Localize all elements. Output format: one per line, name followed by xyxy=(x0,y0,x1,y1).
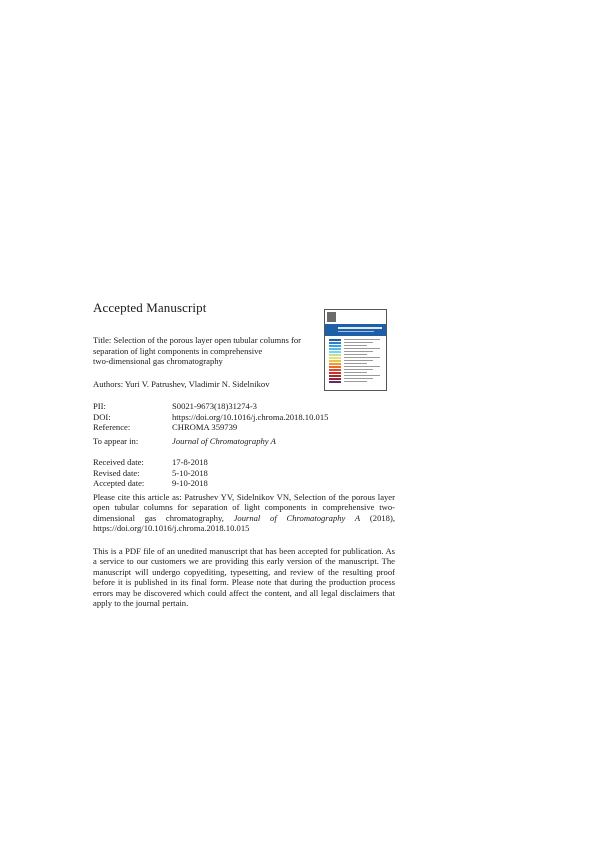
received-label: Received date: xyxy=(93,457,144,467)
cover-stripe xyxy=(329,339,341,341)
page-heading: Accepted Manuscript xyxy=(93,300,207,315)
revised-date: 5-10-2018 xyxy=(172,467,208,478)
cover-text-line xyxy=(344,357,380,358)
received-date: 17-8-2018 xyxy=(172,457,208,467)
cover-stripe xyxy=(329,342,341,344)
identifiers-block xyxy=(93,401,328,433)
cover-text-lines xyxy=(344,339,380,384)
title-line: separation of light components in comprehensive xyxy=(93,345,263,356)
title-line: Title: Selection of the porous layer open tubular columns for xyxy=(93,335,302,345)
cover-stripe xyxy=(329,381,341,383)
cover-stripe xyxy=(329,354,341,356)
cover-stripe xyxy=(329,345,341,347)
cover-text-line xyxy=(344,378,373,379)
citation-paragraph xyxy=(93,492,395,534)
cover-text-line xyxy=(344,342,373,343)
publisher-logo-icon xyxy=(327,312,336,322)
accepted-date: 9-10-2018 xyxy=(172,478,208,488)
cover-color-stripes xyxy=(329,339,341,384)
doi-link[interactable]: https://doi.org/10.1016/j.chroma.2018.10.015 xyxy=(172,411,329,422)
received-row xyxy=(93,457,208,468)
cover-text-line xyxy=(344,363,367,364)
pii-row xyxy=(93,401,328,412)
cover-text-line xyxy=(344,351,373,352)
cover-title-band xyxy=(325,324,386,336)
disclaimer-paragraph: This is a PDF file of an unedited manuscript that has been accepted for publication. As a service to our customers we are providing this early version of the manuscript. The manuscript will undergo copyediting, typesetting, and review of the resulting proof before it is published in its final form. Please note that during the production process errors may be discovered which could affect the content, and all legal disclaimers that apply to the journal pertain. xyxy=(93,546,395,609)
cover-text-line xyxy=(344,369,373,370)
doi-label: DOI: xyxy=(93,411,111,422)
cover-text-line xyxy=(344,348,380,349)
cover-text-line xyxy=(344,372,367,373)
cover-subtitle-bar xyxy=(338,331,374,332)
pii-value: S0021-9673(18)31274-3 xyxy=(172,401,257,411)
doi-row xyxy=(93,412,328,423)
reference-row xyxy=(93,422,328,433)
cover-text-line xyxy=(344,375,380,376)
cover-stripe xyxy=(329,348,341,350)
citation-prefix: Please cite this article as: Patrushev YV, Sidelnikov VN, Selection of the porous layer open tubular columns for separation of light components in comprehensive two-dimensional gas chromatography, xyxy=(93,492,395,523)
cover-text-line xyxy=(344,354,367,355)
cover-text-line xyxy=(344,339,380,340)
cover-text-line xyxy=(344,381,367,382)
article-title xyxy=(93,335,308,367)
journal-name: Journal of Chromatography A xyxy=(172,436,276,446)
pii-label: PII: xyxy=(93,401,106,411)
journal-block xyxy=(93,436,276,447)
cover-text-line xyxy=(344,345,367,346)
cover-stripe xyxy=(329,375,341,377)
citation-journal: Journal of Chromatography A xyxy=(233,512,361,523)
accepted-label: Accepted date: xyxy=(93,478,145,488)
cover-stripe xyxy=(329,372,341,374)
reference-value: CHROMA 359739 xyxy=(172,422,238,432)
cover-stripe xyxy=(329,366,341,368)
cover-stripe xyxy=(329,363,341,365)
journal-label: To appear in: xyxy=(93,436,139,446)
authors-line: Authors: Yuri V. Patrushev, Vladimir N. Sidelnikov xyxy=(93,379,270,389)
cover-stripe xyxy=(329,357,341,359)
revised-label: Revised date: xyxy=(93,467,140,478)
citation-suffix: (2018), https://doi.org/10.1016/j.chroma.2018.10.015 xyxy=(93,512,395,534)
dates-block xyxy=(93,457,208,489)
cover-stripe xyxy=(329,369,341,371)
title-line: two-dimensional gas chromatography xyxy=(93,356,223,366)
cover-header xyxy=(325,310,386,324)
revised-row xyxy=(93,468,208,479)
cover-stripe xyxy=(329,351,341,353)
cover-stripe xyxy=(329,378,341,380)
journal-row xyxy=(93,436,276,447)
cover-title-bar xyxy=(338,327,382,329)
cover-text-line xyxy=(344,360,373,361)
journal-cover-thumbnail xyxy=(324,309,387,391)
reference-label: Reference: xyxy=(93,422,131,432)
cover-text-line xyxy=(344,366,380,367)
cover-stripe xyxy=(329,360,341,362)
accepted-row xyxy=(93,478,208,489)
